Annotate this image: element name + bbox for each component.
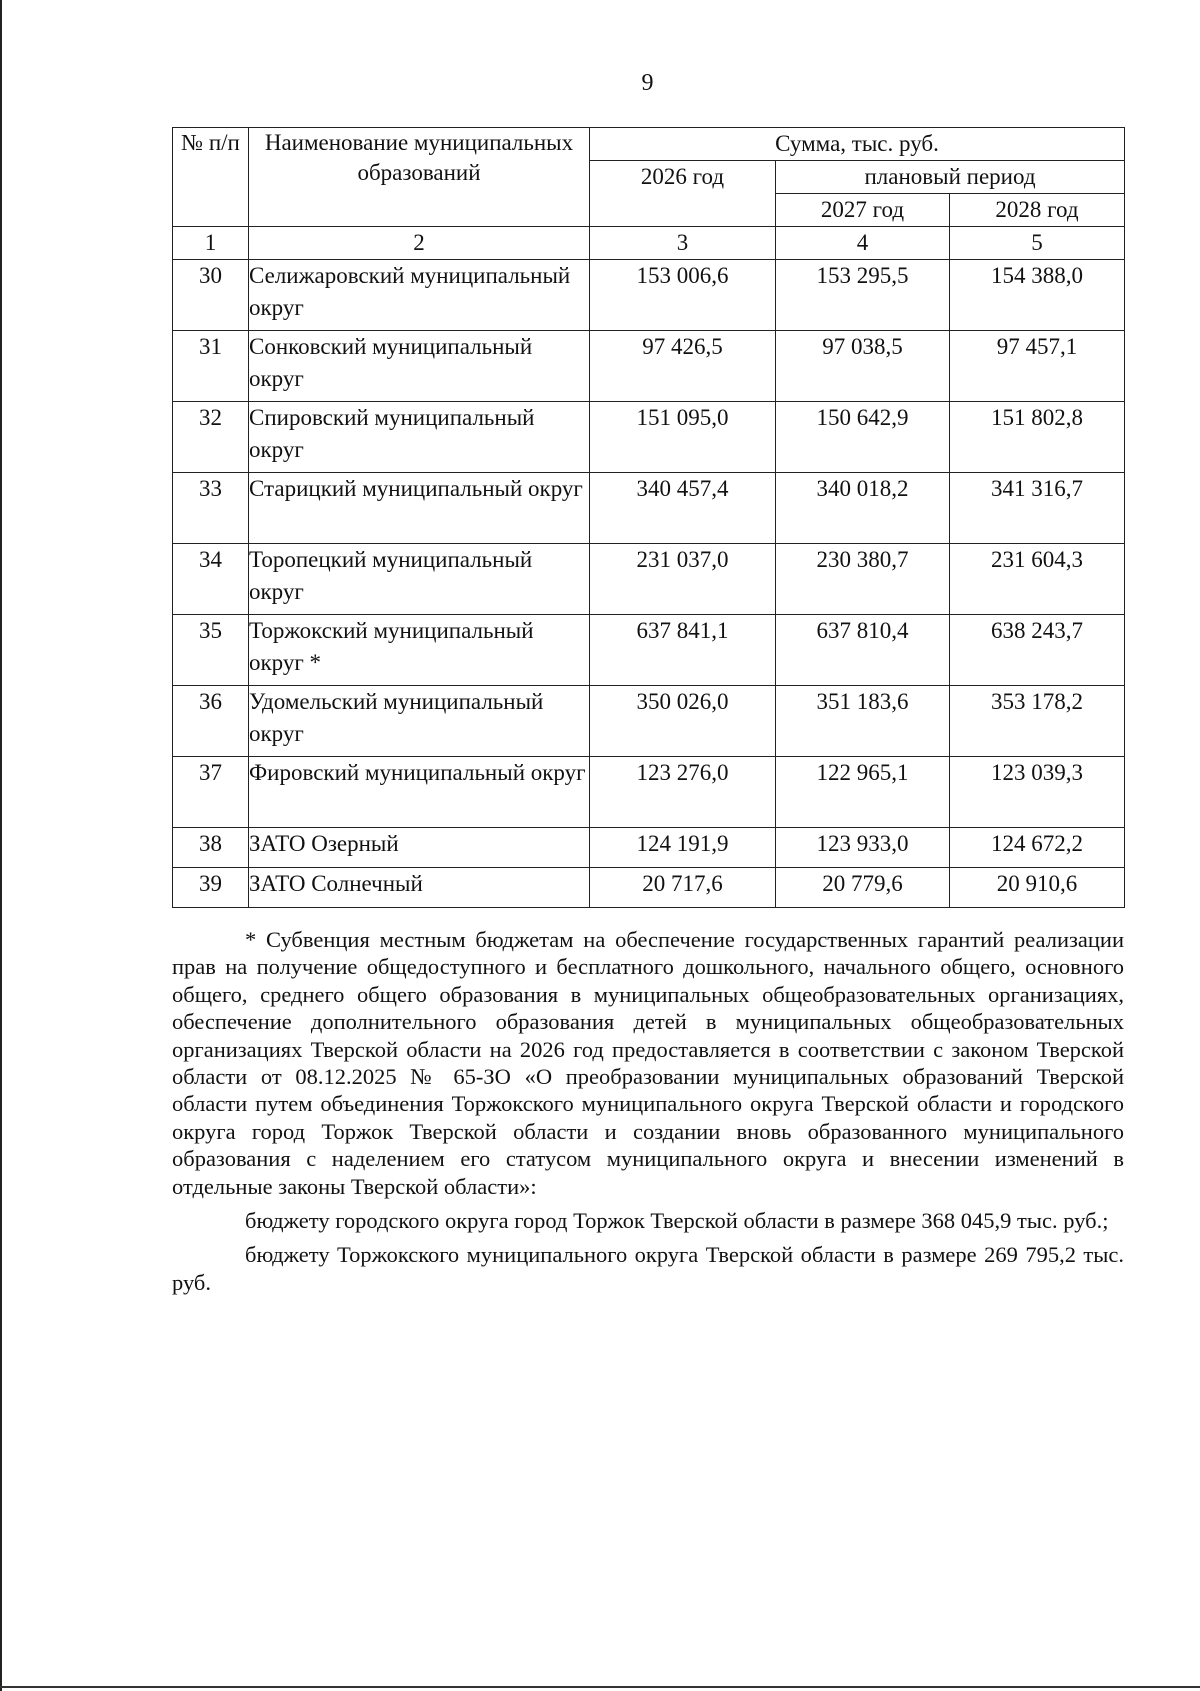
value-2027: 153 295,5 — [776, 260, 950, 331]
row-name: Торопецкий муниципальный округ — [249, 544, 590, 615]
header-2026: 2026 год — [590, 161, 776, 227]
row-number: 35 — [173, 615, 249, 686]
row-number: 37 — [173, 757, 249, 828]
row-number: 32 — [173, 402, 249, 473]
row-number: 33 — [173, 473, 249, 544]
table-row — [173, 544, 1125, 615]
row-name: Удомельский муниципальный округ — [249, 686, 590, 757]
header-2027: 2027 год — [776, 194, 950, 227]
row-name: Сонковский муниципальный округ — [249, 331, 590, 402]
page-number: 9 — [641, 70, 654, 96]
value-2027: 150 642,9 — [776, 402, 950, 473]
value-2027: 97 038,5 — [776, 331, 950, 402]
header-name: Наименование муниципальных образований — [249, 128, 590, 227]
value-2027: 351 183,6 — [776, 686, 950, 757]
table-index-row — [173, 227, 1125, 260]
value-2026: 637 841,1 — [590, 615, 776, 686]
row-number: 34 — [173, 544, 249, 615]
value-2027: 122 965,1 — [776, 757, 950, 828]
value-2027: 230 380,7 — [776, 544, 950, 615]
value-2026: 231 037,0 — [590, 544, 776, 615]
value-2028: 123 039,3 — [950, 757, 1125, 828]
value-2027: 123 933,0 — [776, 828, 950, 868]
row-name: Селижаровский муниципальный округ — [249, 260, 590, 331]
header-number: № п/п — [173, 128, 249, 227]
table-row — [173, 473, 1125, 544]
index-cell: 2 — [249, 227, 590, 260]
scan-edge-bottom — [0, 1686, 1200, 1688]
index-cell: 3 — [590, 227, 776, 260]
value-2028: 20 910,6 — [950, 868, 1125, 908]
header-sum: Сумма, тыс. руб. — [590, 128, 1125, 161]
value-2028: 638 243,7 — [950, 615, 1125, 686]
value-2026: 340 457,4 — [590, 473, 776, 544]
row-name: Торжокский муниципальный округ * — [249, 615, 590, 686]
value-2026: 153 006,6 — [590, 260, 776, 331]
table-row — [173, 615, 1125, 686]
value-2026: 20 717,6 — [590, 868, 776, 908]
scan-edge-left — [0, 0, 2, 1691]
value-2028: 231 604,3 — [950, 544, 1125, 615]
value-2028: 124 672,2 — [950, 828, 1125, 868]
footnote-paragraph: * Субвенция местным бюджетам на обеспечение государственных гарантий реализации прав на получение общедоступного и бесплатного дошкольного, начального общего, основного общего, среднего общего образования в муниципальных общеобразовательных организациях, обеспечение дополнительного образования детей в муниципальных общеобразовательных организациях Тверской области на 2026 год предоставляется в соответствии с законом Тверской области от 08.12.2025 № 65-ЗО «О преобразовании муниципальных образований Тверской области путем объединения Торжокского муниципального округа Тверской области и городского округа город Торжок Тверской области и создании вновь образованного муниципального образования с наделением его статусом муниципального округа и внесении изменений в отдельные законы Тверской области»: — [172, 927, 1124, 1199]
value-2026: 97 426,5 — [590, 331, 776, 402]
table-row — [173, 331, 1125, 402]
value-2027: 637 810,4 — [776, 615, 950, 686]
value-2028: 341 316,7 — [950, 473, 1125, 544]
row-number: 31 — [173, 331, 249, 402]
table-row — [173, 868, 1125, 908]
footnote — [172, 926, 1124, 1296]
value-2028: 353 178,2 — [950, 686, 1125, 757]
row-number: 38 — [173, 828, 249, 868]
table-row — [173, 402, 1125, 473]
header-2028: 2028 год — [950, 194, 1125, 227]
budget-table — [172, 127, 1125, 908]
index-cell: 5 — [950, 227, 1125, 260]
row-name: Фировский муниципальный округ — [249, 757, 590, 828]
table-row — [173, 686, 1125, 757]
value-2028: 151 802,8 — [950, 402, 1125, 473]
value-2027: 20 779,6 — [776, 868, 950, 908]
index-cell: 4 — [776, 227, 950, 260]
value-2027: 340 018,2 — [776, 473, 950, 544]
footnote-paragraph: бюджету Торжокского муниципального округа Тверской области в размере 269 795,2 тыс. руб. — [172, 1242, 1124, 1295]
row-name: ЗАТО Солнечный — [249, 868, 590, 908]
footnote-paragraph: бюджету городского округа город Торжок Тверской области в размере 368 045,9 тыс. руб.; — [245, 1208, 1109, 1234]
row-name: ЗАТО Озерный — [249, 828, 590, 868]
table-row — [173, 828, 1125, 868]
header-plan-period: плановый период — [776, 161, 1125, 194]
value-2026: 123 276,0 — [590, 757, 776, 828]
value-2026: 151 095,0 — [590, 402, 776, 473]
row-number: 39 — [173, 868, 249, 908]
table-header-row — [173, 128, 1125, 161]
table-row — [173, 757, 1125, 828]
row-name: Старицкий муниципальный округ — [249, 473, 590, 544]
table-row — [173, 260, 1125, 331]
row-name: Спировский муниципальный округ — [249, 402, 590, 473]
value-2026: 350 026,0 — [590, 686, 776, 757]
value-2026: 124 191,9 — [590, 828, 776, 868]
row-number: 30 — [173, 260, 249, 331]
row-number: 36 — [173, 686, 249, 757]
value-2028: 154 388,0 — [950, 260, 1125, 331]
value-2028: 97 457,1 — [950, 331, 1125, 402]
index-cell: 1 — [173, 227, 249, 260]
